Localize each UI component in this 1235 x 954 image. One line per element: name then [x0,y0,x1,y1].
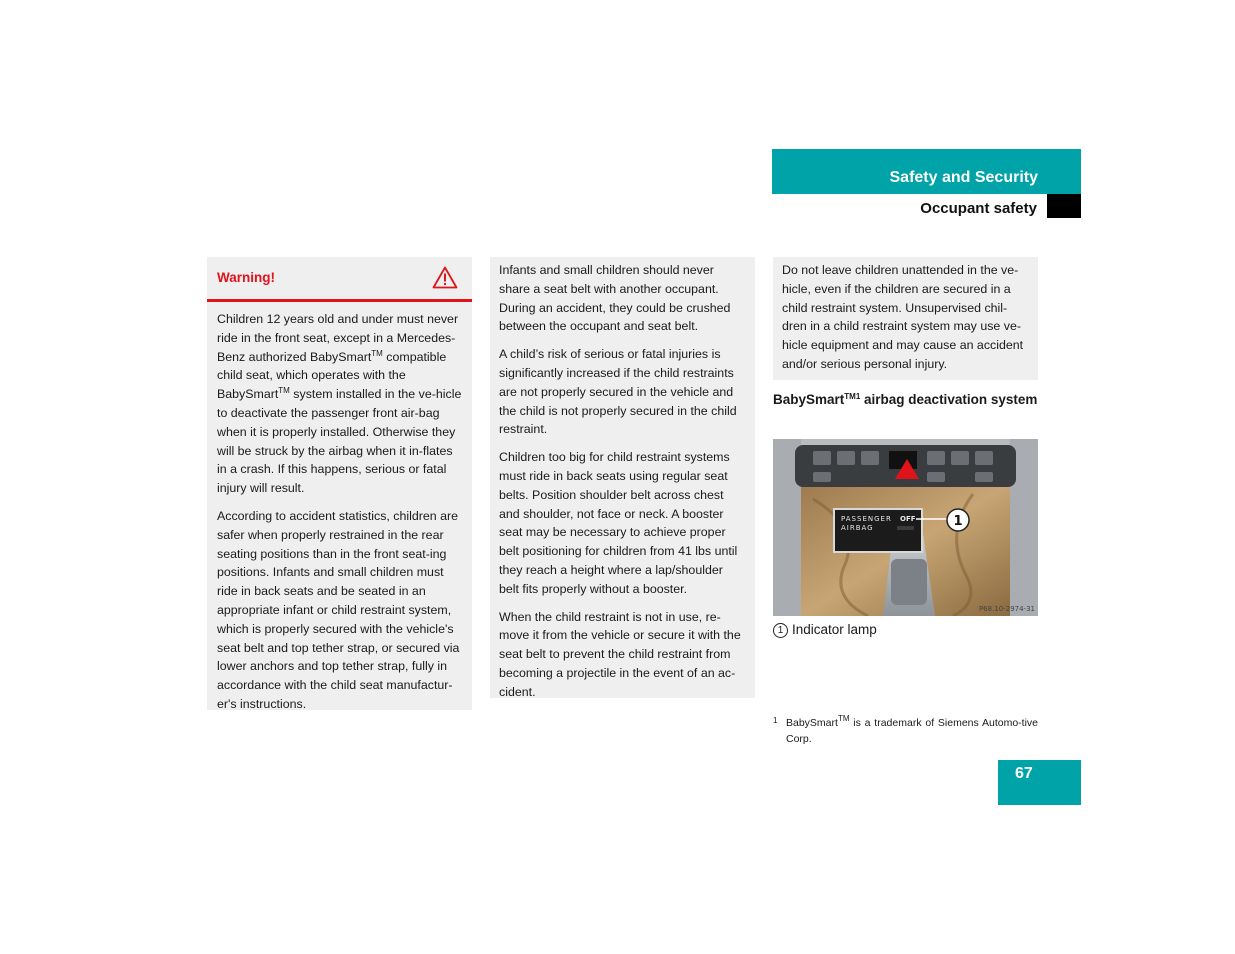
page-number: 67 [1015,765,1033,782]
info-paragraph-2: A child’s risk of serious or fatal injuries is significantly increased if the child restraints are not properly secured in the vehicle and the child is not properly secured in the child restraint. [499,347,737,437]
child-safety-info-box [490,257,755,698]
console-illustration [773,439,1038,616]
panel-status-label: OFF [900,515,916,523]
babysmart-section-heading: BabySmart$^{TM1}$ airbag deactivation system [773,392,1038,407]
footnote-text: BabySmart™ is a trademark of Siemens Automo-tive Corp. [786,714,1038,745]
caption-text: Indicator lamp [792,622,877,637]
center-console-photo [773,439,1038,616]
footnote-marker: 1 [773,716,778,725]
callout-number: 1 [953,514,963,529]
warning-title: Warning! [217,270,275,285]
warning-paragraph-1: Children 12 years old and under must never ride in the front seat, except in a Mercedes-Benz authorized BabySmart™ compatible child seat, which operates with the BabySmart™ system installed in the ve-hicle to deactivate the passenger front air-bag when it is properly installed. Otherwise they will be struck by the airbag when it in-flates in a crash. If this happens, serious or fatal injury will result. [217,312,462,496]
section-title: Safety and Security [889,169,1038,186]
panel-label-line1: PASSENGER [841,515,892,523]
warning-box [207,257,472,710]
warning-triangle-icon [432,266,458,289]
info-paragraph-3: Children too big for child restraint systems must ride in back seats using regular seat belts. Position shoulder belt across chest and shoulder, not face or neck. A booster seat may be necessary to achieve proper belt positioning for children from 41 lbs until they reach a height where a lap/shoulder belt fits properly without a booster. [499,450,738,596]
section-header-band [772,149,1081,194]
warning-header [207,257,472,302]
info-paragraph-1: Infants and small children should never share a seat belt with another occupant. During an accident, they could be crushed between the occupant and seat belt. [499,263,731,334]
photo-caption [773,621,877,639]
unattended-children-note [773,257,1038,380]
note-paragraph: Do not leave children unattended in the ve-hicle, even if the children are secured in a child restraint system. Unsupervised chil-dren in a child restraint system may use ve-hicle equipment and may cause an accident and/or serious personal injury. [782,263,1024,371]
caption-number: 1 [773,623,788,638]
info-paragraph-4: When the child restraint is not in use, re-move it from the vehicle or secure it with the seat belt to prevent the child restraint from becoming a projectile in the event of an ac-cident. [499,609,741,699]
trademark-footnote [773,715,1038,747]
photo-code: P68.10-2974-31 [978,605,1035,613]
chapter-tab-marker [1047,194,1081,218]
subsection-title: Occupant safety [920,200,1037,217]
warning-paragraph-2: According to accident statistics, children are safer when properly restrained in the rear seating positions than in the front seat-ing positions. Infants and small children must ride in back seats and be seated in an appropriate infant or child restraint system, which is properly secured with the vehicle's seat belt and top tether strap, or secured via lower anchors and top tether strap, fully in accordance with the child seat manufactur-er's instructions. [217,508,460,711]
panel-label-line2: AIRBAG [841,524,874,532]
page-number-box [998,760,1081,805]
